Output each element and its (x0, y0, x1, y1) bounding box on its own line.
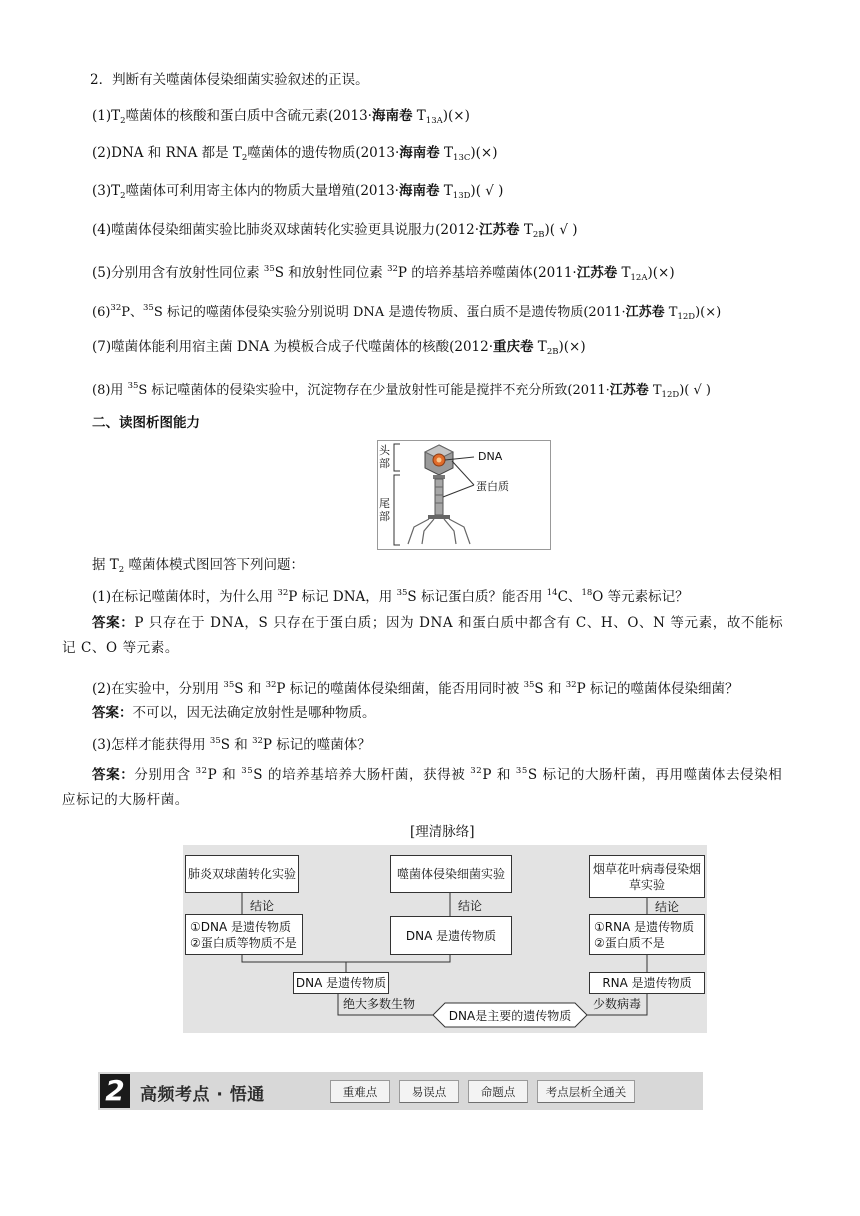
tab-full-analysis[interactable]: 考点层析全通关 (537, 1080, 635, 1103)
flow-dna-box: DNA 是遗传物质 (293, 972, 389, 994)
question-3: (3)怎样才能获得用 $^{35}$S 和 $^{32}$P 标记的噬菌体？ (92, 736, 371, 753)
conclusion-3-line-b: ②蛋白质不是 (594, 935, 665, 950)
flow-conclusion-2: DNA 是遗传物质 (390, 916, 512, 955)
conclusion-label-2: 结论 (458, 899, 483, 913)
judgement-item-5: (5)分别用含有放射性同位素 $^{35}$S 和放射性同位素 $^{32}$P 的培养基培养噬菌体(2011·江苏卷 $T_{12A})(\times)$ (92, 264, 675, 283)
question-2-title: 2．判断有关噬菌体侵染细菌实验叙述的正误。 (90, 72, 369, 88)
flow-box-tobacco: 烟草花叶病毒侵染烟草实验 (589, 855, 705, 898)
dna-label: DNA (478, 450, 503, 463)
conclusion-1-line-b: ②蛋白质等物质不是 (190, 935, 297, 950)
section-title: 二、读图析图能力 (92, 415, 200, 431)
judgement-item-1: $(1)T_2$噬菌体的核酸和蛋白质中含硫元素(2013·海南卷 $T_{13A})(\times)$ (92, 108, 470, 126)
flow-conclusion-3 (589, 914, 705, 955)
banner-title: 高频考点 · 悟通 (140, 1085, 265, 1105)
conclusion-label-3: 结论 (655, 900, 680, 914)
answer-2: 答案：不可以，因无法确定放射性是哪种物质。 (92, 705, 376, 721)
conclusion-label-1: 结论 (250, 899, 275, 913)
judgement-item-2: (2)DNA 和 RNA 都是 $T_2$噬菌体的遗传物质(2013·海南卷 $T_{13C})(\times)$ (92, 145, 498, 163)
conclusion-3-line-a: ①RNA 是遗传物质 (594, 919, 695, 934)
question-1: (1)在标记噬菌体时，为什么用 $^{32}$P 标记 DNA，用 $^{35}$S 标记蛋白质？能否用 $^{14}$C、$^{18}$O 等元素标记？ (92, 588, 689, 605)
banner-number: 2 (105, 1074, 125, 1107)
concept-flowchart (183, 845, 707, 1033)
flow-box-phage: 噬菌体侵染细菌实验 (390, 855, 512, 893)
conclusion-1-line-a: ①DNA 是遗传物质 (190, 919, 291, 934)
tail-label: 尾部 (379, 497, 390, 523)
most-organisms-label: 绝大多数生物 (343, 997, 416, 1011)
figure-intro: 据 $T_2$ 噬菌体模式图回答下列问题： (92, 557, 305, 575)
summary-title: [理清脉络] (410, 824, 475, 840)
flow-rna-box: RNA 是遗传物质 (589, 972, 705, 994)
head-label: 头部 (379, 444, 390, 470)
phage-diagram (378, 441, 550, 549)
tab-common-errors[interactable]: 易误点 (399, 1080, 459, 1103)
judgement-item-3: $(3)T_2$噬菌体可利用寄主体内的物质大量增殖(2013·海南卷 $T_{13D}$)( √ ) (92, 183, 504, 201)
few-viruses-label: 少数病毒 (593, 997, 642, 1011)
judgement-item-4: (4)噬菌体侵染细菌实验比肺炎双球菌转化实验更具说服力(2012·江苏卷 $T_{2B}$)( √ ) (92, 222, 578, 240)
judgement-item-8: (8)用 $^{35}$S 标记噬菌体的侵染实验中，沉淀物存在少量放射性可能是搅拌不充分所致(2011·江苏卷 $T_{12D}$)( √ ) (92, 381, 711, 400)
main-genetic-material-label: DNA是主要的遗传物质 (448, 1009, 572, 1023)
judgement-item-6: $(6)^{32}P$、$^{35}$S 标记的噬菌体侵染实验分别说明 DNA 是遗传物质、蛋白质不是遗传物质(2011·江苏卷 $T_{12D})(\times)$ (92, 303, 722, 322)
judgement-item-7: (7)噬菌体能利用宿主菌 DNA 为模板合成子代噬菌体的核酸(2012·重庆卷 $T_{2B})(\times)$ (92, 339, 586, 357)
phage-figure (377, 440, 551, 550)
protein-label: 蛋白质 (476, 480, 509, 493)
flow-conclusion-1 (185, 914, 303, 955)
banner-number-badge (100, 1074, 130, 1108)
question-2: (2)在实验中，分别用 $^{35}$S 和 $^{32}$P 标记的噬菌体侵染细菌，能否用同时被 $^{35}$S 和 $^{32}$P 标记的噬菌体侵染细菌？ (92, 680, 739, 697)
answer-1: 答案：P 只存在于 DNA，S 只存在于蛋白质；因为 DNA 和蛋白质中都含有 C、H、O、N 等元素，故不能标记 C、O 等元素。 (62, 615, 784, 656)
flow-box-pneumococcus: 肺炎双球菌转化实验 (185, 855, 299, 893)
answer-3: 答案：分别用含 $^{32}$P 和 $^{35}$S 的培养基培养大肠杆菌，获得被 $^{32}$P 和 $^{35}$S 标记的大肠杆菌，再用噬菌体去侵染相应标记的大肠杆菌。 (62, 766, 783, 808)
tab-exam-points[interactable]: 命题点 (468, 1080, 528, 1103)
tab-key-points[interactable]: 重难点 (330, 1080, 390, 1103)
